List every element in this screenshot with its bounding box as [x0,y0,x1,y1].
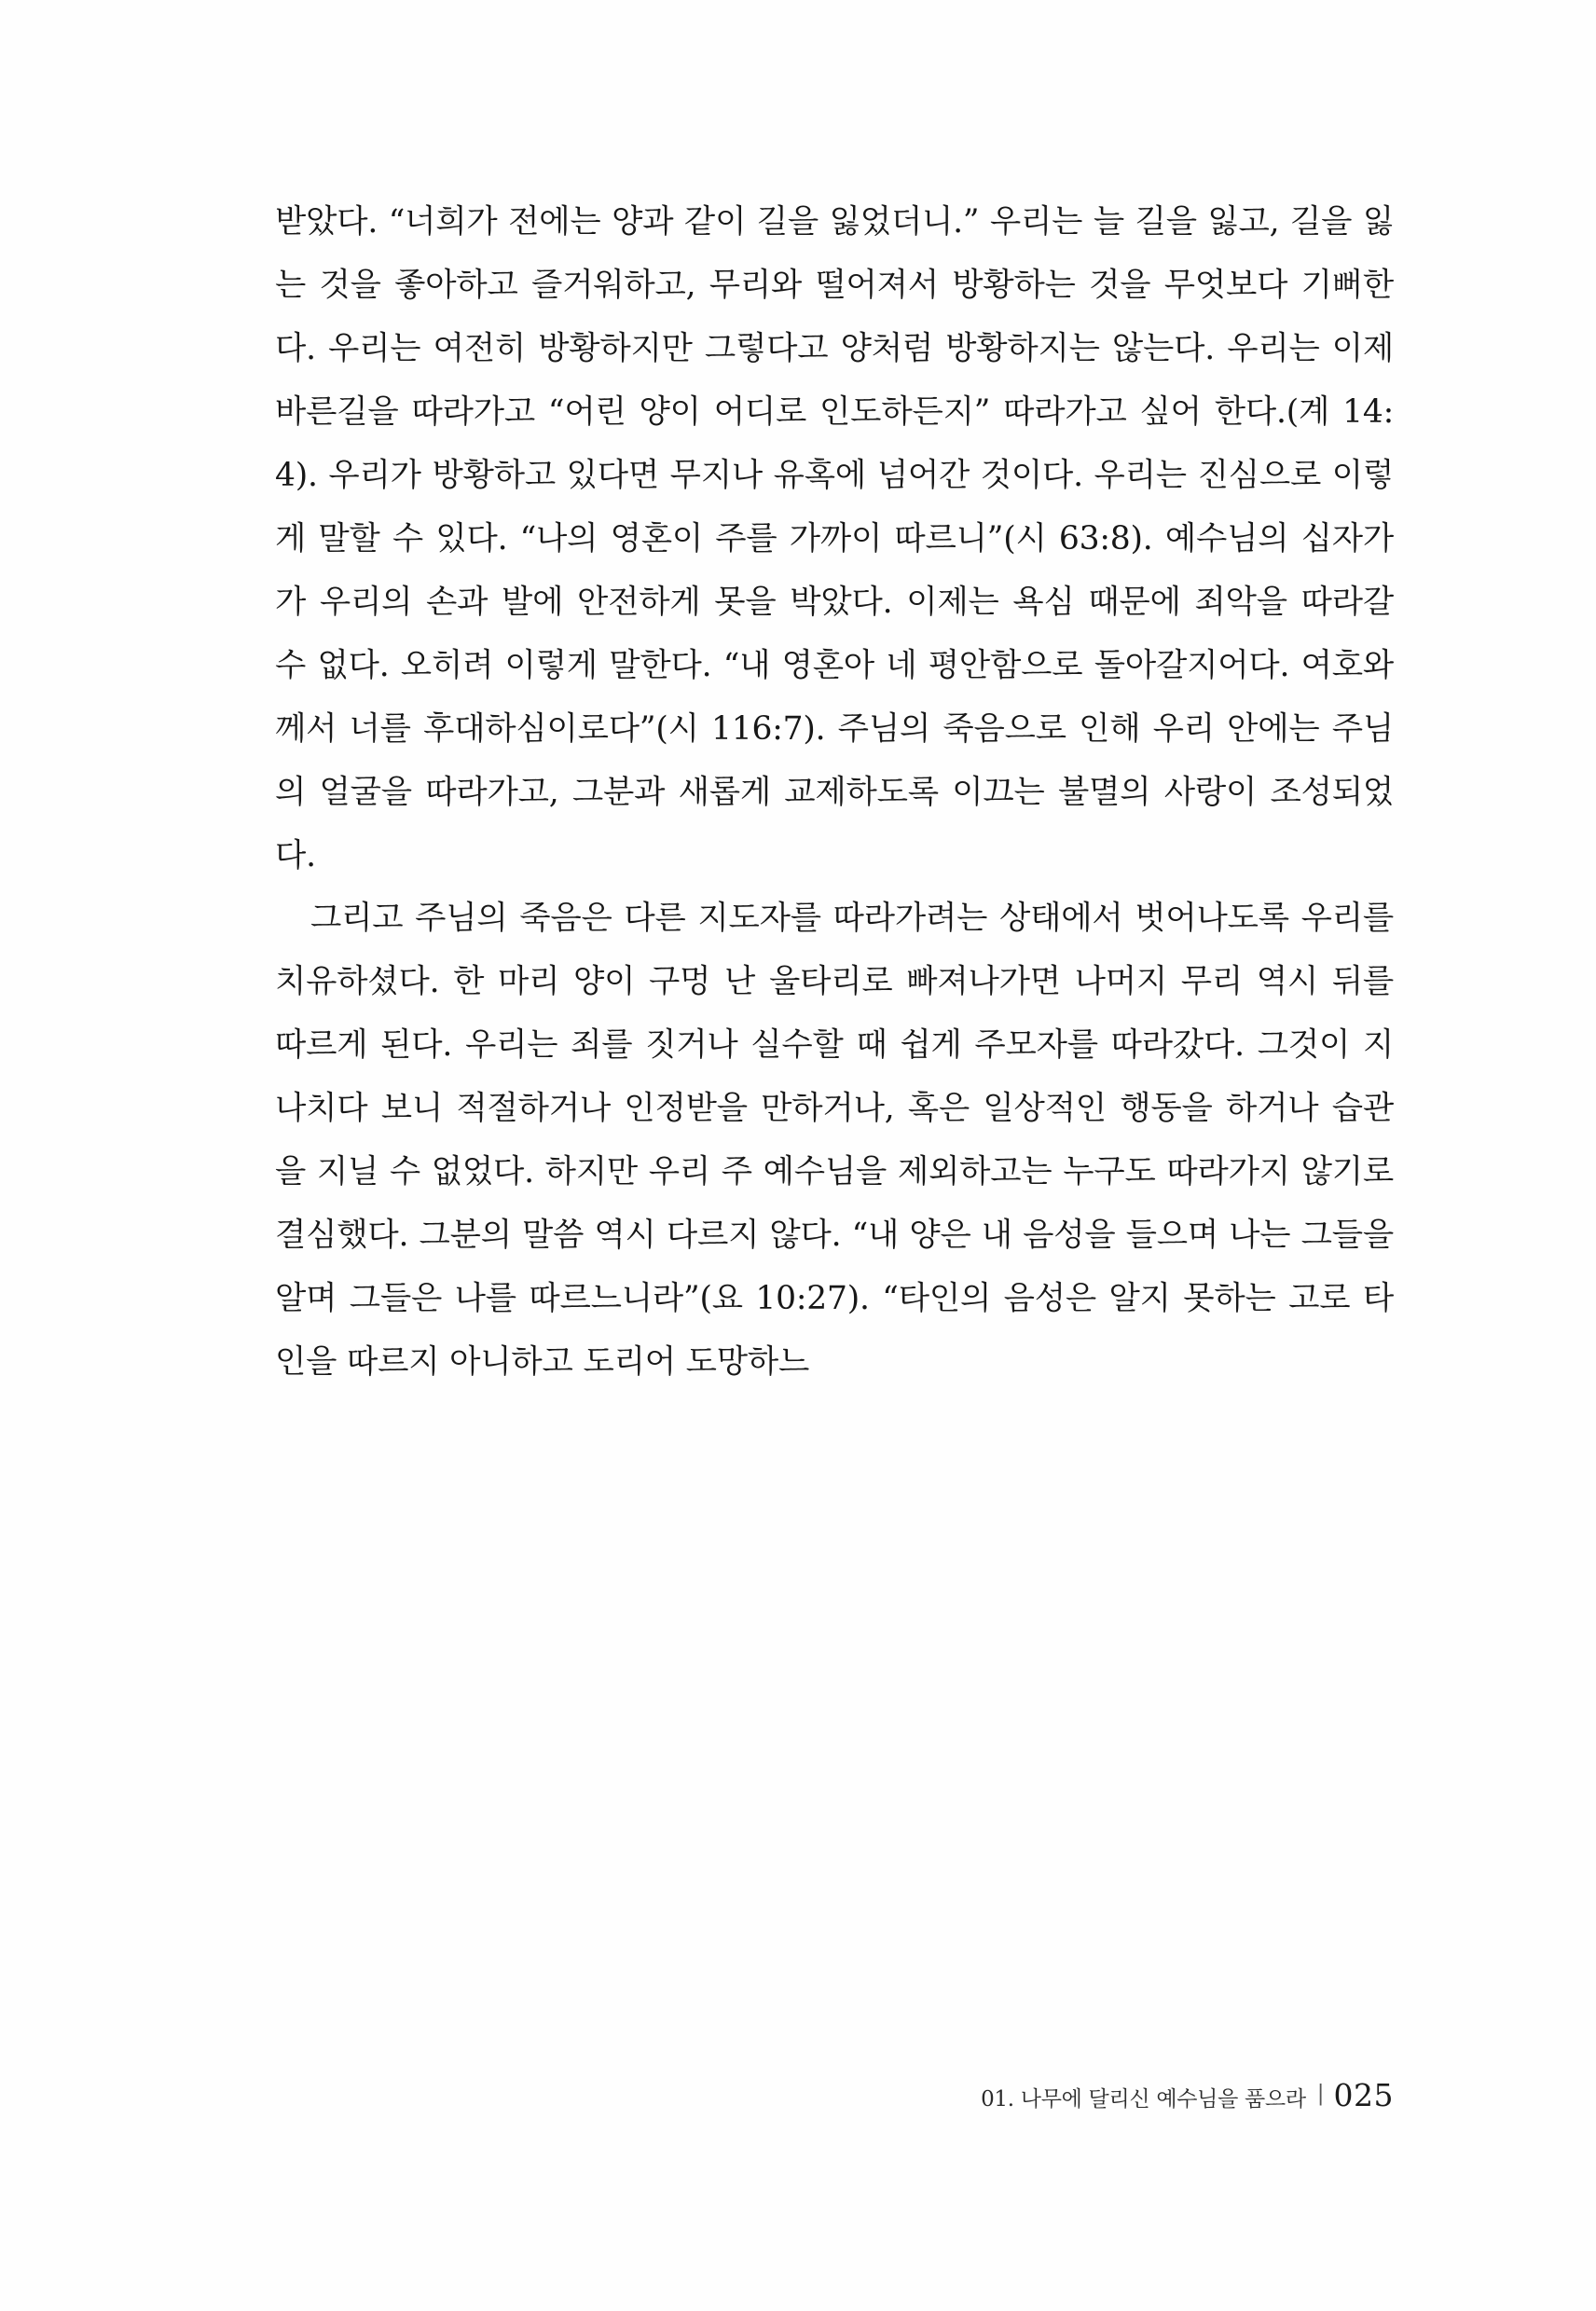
paragraph: 그리고 주님의 죽음은 다른 지도자를 따라가려는 상태에서 벗어나도록 우리를 치유하셨다. 한 마리 양이 구멍 난 울타리로 빠져나가면 나머지 무리 역시 뒤를 따르게 된다. 우리는 죄를 짓거나 실수할 때 쉽게 주모자를 따라갔다. 그것이 지나치다 보니 적절하거나 인정받을 만하거나, 혹은 일상적인 행동을 하거나 습관을 지닐 수 없었다. 하지만 우리 주 예수님을 제외하고는 누구도 따라가지 않기로 결심했다. 그분의 말씀 역시 다르지 않다. “내 양은 내 음성을 들으며 나는 그들을 알며 그들은 나를 따르느니라”(요 10:27). “타인의 음성은 알지 못하는 고로 타인을 따르지 아니하고 도리어 도망하느 [275,900,1394,1382]
page-number: 025 [1333,2077,1394,2113]
page-body-text [275,191,1394,1395]
footer-chapter-title: 01. 나무에 달리신 예수님을 품으라 [981,2087,1306,2112]
paragraph: 받았다. “너희가 전에는 양과 같이 길을 잃었더니.” 우리는 늘 길을 잃고, 길을 잃는 것을 좋아하고 즐거워하고, 무리와 떨어져서 방황하는 것을 무엇보다 기뻐한다. 우리는 여전히 방황하지만 그렇다고 양처럼 방황하지는 않는다. 우리는 이제 바른길을 따라가고 “어린 양이 어디로 인도하든지” 따라가고 싶어 한다.(계 14:4). 우리가 방황하고 있다면 무지나 유혹에 넘어간 것이다. 우리는 진심으로 이렇게 말할 수 있다. “나의 영혼이 주를 가까이 따르니”(시 63:8). 예수님의 십자가가 우리의 손과 발에 안전하게 못을 박았다. 이제는 욕심 때문에 죄악을 따라갈 수 없다. 오히려 이렇게 말한다. “내 영혼아 네 평안함으로 돌아갈지어다. 여호와께서 너를 후대하심이로다”(시 116:7). 주님의 죽음으로 인해 우리 안에는 주님의 얼굴을 따라가고, 그분과 새롭게 교제하도록 이끄는 불멸의 사랑이 조성되었다. [275,203,1394,874]
footer-separator: | [1316,2082,1325,2106]
page-footer [275,2077,1394,2113]
